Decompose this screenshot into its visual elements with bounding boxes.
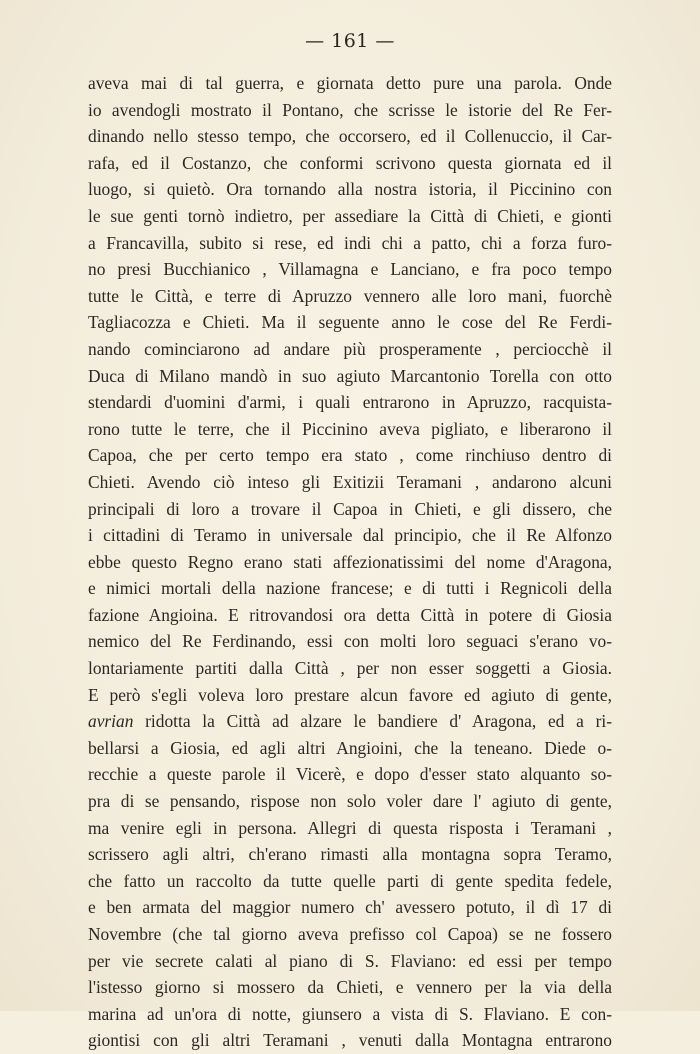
text-line: io avendogli mostrato il Pontano, che scrisse le istorie del Re Fer- [88,99,612,120]
text-line: luogo, si quietò. Ora tornando alla nostra istoria, il Piccinino con [88,179,612,200]
text-line: Tagliacozza e Chieti. Ma il seguente anno le cose del Re Ferdi- [88,312,612,333]
text-line: ebbe questo Regno erano stati affezionatissimi del nome d'Aragona, [88,551,612,572]
text-line: bellarsi a Giosia, ed agli altri Angioini, che la teneano. Diede o- [88,737,612,758]
text-line: ma venire egli in persona. Allegri di questa risposta i Teramani , [88,817,612,838]
text-line: giontisi con gli altri Teramani , venuti dalla Montagna entrarono [88,1030,612,1051]
text-line: rono tutte le terre, che il Piccinino aveva pigliato, e liberarono il [88,418,612,439]
text-line: E però s'egli voleva loro prestare alcun favore ed agiuto di gente, [88,684,612,705]
text-line: principali di loro a trovare il Capoa in Chieti, e gli dissero, che [88,498,612,519]
text-line: l'istesso giorno si mossero da Chieti, e vennero per la via della [88,977,612,998]
text-line: i cittadini di Teramo in universale dal principio, che il Re Alfonzo [88,525,612,546]
italic-word: avrian [88,711,134,732]
text-line: rafa, ed il Costanzo, che conformi scrivono questa giornata ed il [88,152,612,173]
text-line: e nimici mortali della nazione francese; e di tutti i Regnicoli della [88,578,612,599]
text-line: dinando nello stesso tempo, che occorsero, ed il Collenuccio, il Car- [88,126,612,147]
text-line: lontariamente partiti dalla Città , per non esser soggetti a Giosia. [88,658,612,679]
text-line: recchie a queste parole il Vicerè, e dopo d'esser stato alquanto so- [88,764,612,785]
text-line: aveva mai di tal guerra, e giornata detto pure una parola. Onde [88,73,612,93]
text-line: tutte le Città, e terre di Apruzzo vennero alle loro mani, fuorchè [88,285,612,306]
text-line: pra di se pensando, rispose non solo voler dare l' agiuto di gente, [88,791,612,812]
text-line: avrian ridotta la Città ad alzare le bandiere d' Aragona, ed a ri- [88,711,612,732]
text-line: Duca di Milano mandò in suo agiuto Marcantonio Torella con otto [88,365,612,386]
text-line: per vie secrete calati al piano di S. Flaviano: ed essi per tempo [88,950,612,971]
text-line: nando cominciarono ad andare più prosperamente , perciocchè il [88,338,612,359]
text-line: a Francavilla, subito si rese, ed indi chi a patto, chi a forza furo- [88,232,612,253]
text-line: stendardi d'uomini d'armi, i quali entrarono in Apruzzo, racquista- [88,392,612,413]
body-text [88,70,612,1054]
text-line: nemico del Re Ferdinando, essi con molti loro seguaci s'erano vo- [88,631,612,652]
text-line: le sue genti tornò indietro, per assediare la Città di Chieti, e gionti [88,205,612,226]
text-line: marina ad un'ora di notte, giunsero a vista di S. Flaviano. E con- [88,1003,612,1024]
page-number: — 161 — [305,30,395,52]
text-line: no presi Bucchianico , Villamagna e Lanciano, e fra poco tempo [88,259,612,280]
text-line: e ben armata del maggior numero ch' avessero potuto, il dì 17 di [88,897,612,918]
text-line: fazione Angioina. E ritrovandosi ora detta Città in potere di Giosia [88,604,612,625]
text-line: scrissero agli altri, ch'erano rimasti alla montagna sopra Teramo, [88,844,612,865]
text-line: che fatto un raccolto da tutte quelle parti di gente spedita fedele, [88,870,612,891]
text-line: Capoa, che per certo tempo era stato , come rinchiuso dentro di [88,445,612,466]
text-line: Chieti. Avendo ciò inteso gli Exitizii Teramani , andarono alcuni [88,471,612,492]
text-line: Novembre (che tal giorno aveva prefisso col Capoa) se ne fossero [88,924,612,944]
